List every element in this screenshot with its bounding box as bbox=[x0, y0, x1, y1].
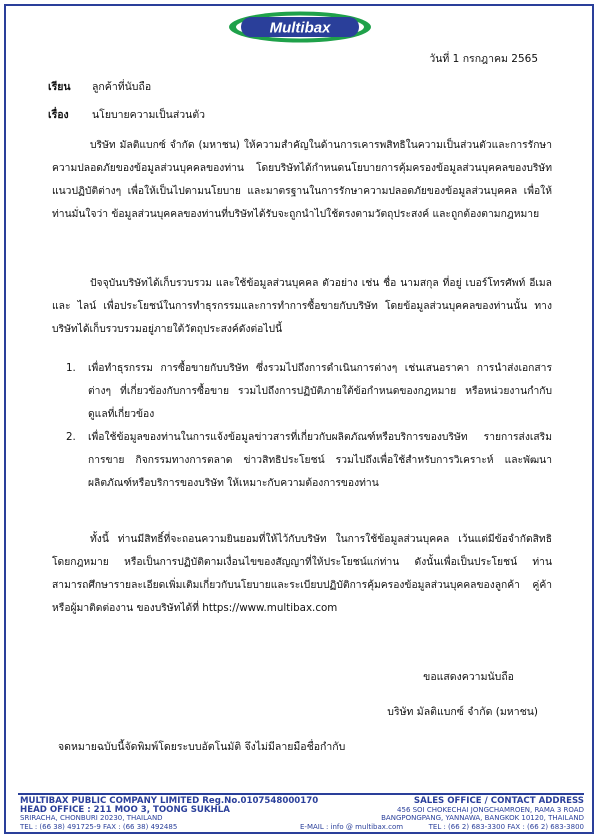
subject-value: นโยบายความเป็นส่วนตัว bbox=[92, 109, 206, 121]
list-item bbox=[66, 357, 552, 426]
letter-date: วันที่ 1 กรกฎาคม 2565 bbox=[429, 53, 538, 65]
list-item-number: 2. bbox=[66, 431, 76, 443]
footer-divider bbox=[18, 793, 584, 795]
head-phone: TEL : (66 38) 491725-9 FAX : (66 38) 492485 bbox=[20, 822, 178, 831]
paragraph-collection: ปัจจุบันบริษัทได้เก็บรวบรวม และใช้ข้อมูลส่วนบุคคล ตัวอย่าง เช่น ชื่อ นามสกุล ที่อยู่ เบอร์โทรศัพท์ อีเมล และ ไลน์ เพื่อประโยชน์ในการทำธุรกรรมและการทำการซื้อขายกับบริษัท โดยข้อมูลส่วนบุคคลของท่านนั้น ทางบริษัทได้เก็บรวบรวมอยู่ภายใต้วัตถุประสงค์ดังต่อไปนี้ bbox=[52, 277, 552, 336]
paragraph-intro: บริษัท มัลติแบกซ์ จำกัด (มหาชน) ให้ความสำคัญในด้านการเคารพสิทธิในความเป็นส่วนตัวและการรักษาความปลอดภัยของข้อมูลส่วนบุคคลของท่าน โดยบริษัทได้กำหนดนโยบายการคุ้มครองข้อมูลส่วนบุคคลของบริษัท แนวปฏิบัติต่างๆ เพื่อให้เป็นไปตามนโยบาย และมาตรฐานในการรักษาความปลอดภัยของข้อมูลส่วนบุคคล เพื่อให้ท่านมั่นใจว่า ข้อมูลส่วนบุคคลของท่านที่บริษัทได้รับจะถูกนำไปใช้ตรงตามวัตถุประสงค์ และถูกต้องตามกฎหมาย bbox=[52, 139, 552, 221]
list-item-text: เพื่อทำธุรกรรม การซื้อขายกับบริษัท ซึ่งรวมไปถึงการดำเนินการต่างๆ เช่นเสนอราคา การนำส่งเอกสารต่างๆ ที่เกี่ยวข้องกับการซื้อขาย รวมไปถึงการปฏิบัติภายใต้ข้อกำหนดของกฎหมาย หรือหน่วยงานกำกับดูแลที่เกี่ยวข้อง bbox=[88, 362, 552, 420]
sales-phone: TEL : (66 2) 683-3300 FAX : (66 2) 683-3800 bbox=[428, 822, 584, 831]
to-label: เรียน bbox=[48, 81, 71, 93]
footer-right bbox=[381, 797, 584, 831]
auto-print-note: จดหมายฉบับนี้จัดพิมพ์โดยระบบอัตโนมัติ จึงไม่มีลายมือชื่อกำกับ bbox=[58, 741, 346, 753]
head-address: SRIRACHA, CHONBURI 20230, THAILAND bbox=[20, 814, 163, 823]
logo-text: Multibax bbox=[269, 19, 331, 37]
sales-address-1: 456 SOI CHOKECHAI JONGCHAMROEN, RAMA 3 ROAD bbox=[397, 805, 584, 814]
list-item-text: เพื่อใช้ข้อมูลของท่านในการแจ้งข้อมูลข่าวสารที่เกี่ยวกับผลิตภัณฑ์หรือบริการของบริษัท รายการส่งเสริมการขาย กิจกรรมทางการตลาด ข่าวสิทธิประโยชน์ รวมไปถึงเพื่อใช้สำหรับการวิเคราะห์ และพัฒนาผลิตภัณฑ์หรือบริการของบริษัท ให้เหมาะกับความต้องการของท่าน bbox=[88, 431, 552, 489]
sales-address-2: BANGPONGPANG, YANNAWA, BANGKOK 10120, THAILAND bbox=[381, 814, 584, 823]
paragraph-rights: ทั้งนี้ ท่านมีสิทธิ์ที่จะถอนความยินยอมที่ให้ไว้กับบริษัท ในการใช้ข้อมูลส่วนบุคคล เว้นแต่มีข้อจำกัดสิทธิโดยกฎหมาย หรือเป็นการปฏิบัติตามเงื่อนไขของสัญญาที่ให้ประโยชน์แก่ท่าน ดังนั้นเพื่อเป็นประโยชน์ ท่านสามารถศึกษารายละเอียดเพิ่มเติมเกี่ยวกับนโยบายและระเบียบปฏิบัติการคุ้มครองข้อมูลส่วนบุคคลของลูกค้า คู่ค้า หรือผู้มาติดต่องาน ของบริษัทได้ที่ https://www.multibax.com bbox=[52, 533, 552, 615]
subject-label: เรื่อง bbox=[48, 109, 69, 121]
list-item bbox=[66, 426, 552, 495]
footer-left bbox=[20, 797, 318, 831]
list-item-number: 1. bbox=[66, 362, 76, 374]
to-value: ลูกค้าที่นับถือ bbox=[92, 81, 152, 93]
head-office: HEAD OFFICE : 211 MOO 3, TOONG SUKHLA bbox=[20, 804, 230, 815]
company-reg: MULTIBAX PUBLIC COMPANY LIMITED Reg.No.0107548000170 bbox=[20, 796, 319, 806]
closing-salutation: ขอแสดงความนับถือ bbox=[423, 671, 514, 683]
purpose-list bbox=[66, 357, 552, 495]
sales-title: SALES OFFICE / CONTACT ADDRESS bbox=[413, 796, 584, 806]
footer-email[interactable]: E-MAIL : info @ multibax.com bbox=[300, 823, 404, 831]
signatory: บริษัท มัลติแบกซ์ จำกัด (มหาชน) bbox=[387, 706, 538, 718]
